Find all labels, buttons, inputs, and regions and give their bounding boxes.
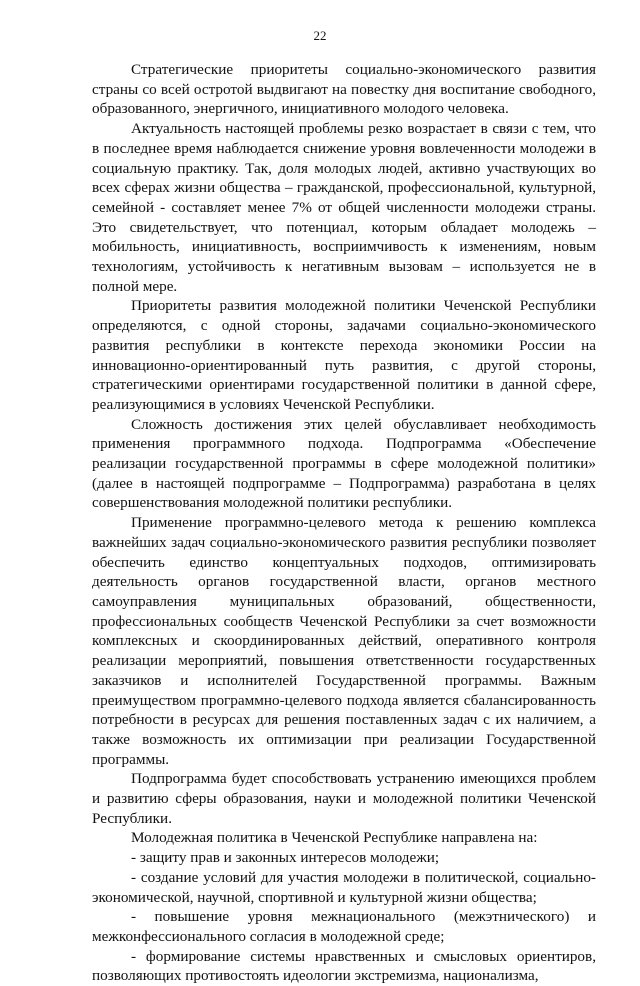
- page-number: 22: [313, 28, 327, 43]
- paragraph-program-target-method: Применение программно-целевого метода к решению комплекса важнейших задач социально-экономического развития республики позволяет обеспечить единство концептуальных подходов, оптимизировать деятельность органов государственной власти, органов местного самоуправления муниципальных образований, общественности, профессиональных сообществ Чеченской Республики за счет возможности комплексных и скоординированных действий, оперативного контроля реализации мероприятий, повышения ответственности государственных заказчиков и исполнителей Государственной программы. Важным преимуществом программно-целевого подхода является сбалансированность потребности в ресурсах для решения поставленных задач с их наличием, а также возможность их оптимизации при реализации Государственной программы.: [92, 514, 596, 768]
- paragraph-program-approach: Сложность достижения этих целей обуславливает необходимость применения программного подхода. Подпрограмма «Обеспечение реализации государственной программы в сфере молодежной политики» (далее в настоящей подпрограмме – Подпрограмма) разработана в целях совершенствования молодежной политики республики.: [92, 415, 596, 512]
- list-item-interethnic-harmony: - повышение уровня межнационального (межэтнического) и межконфессионального согласия в молодежной среде;: [92, 908, 596, 945]
- body-text: [92, 60, 596, 986]
- paragraph-policy-priorities: Приоритеты развития молодежной политики Чеченской Республики определяются, с одной стороны, задачами социально-экономического развития республики в контексте перехода экономики России на инновационно-ориентированный путь развития, с другой стороны, стратегическими ориентирами государственной политики в данной сфере, реализующимися в условиях Чеченской Республики.: [92, 297, 596, 413]
- paragraph-strategic-priorities: Стратегические приоритеты социально-экономического развития страны со всей остротой выдвигают на повестку дня воспитание свободного, образованного, энергичного, инициативного молодого человека.: [92, 61, 596, 118]
- list-item-moral-values: - формирование системы нравственных и смысловых ориентиров, позволяющих противостоять идеологии экстремизма, национализма,: [92, 947, 596, 985]
- list-item-rights-protection: - защиту прав и законных интересов молодежи;: [131, 849, 440, 867]
- paragraph-problem-relevance: Актуальность настоящей проблемы резко возрастает в связи с тем, что в последнее время наблюдается снижение уровня вовлеченности молодежи в социальную практику. Так, доля молодых людей, активно участвующих во всех сферах жизни общества – гражданской, профессиональной, культурной, семейной - составляет менее 7% от общей численности молодежи страны. Это свидетельствует, что потенциал, которым обладает молодежь – мобильность, инициативность, восприимчивость к изменениям, новым технологиям, устойчивость к негативным вызовам – используется не в полной мере.: [92, 120, 596, 295]
- paragraph-policy-directions-intro: Молодежная политика в Чеченской Республике направлена на:: [131, 829, 538, 847]
- list-item-participation-conditions: - создание условий для участия молодежи в политической, социально-экономической, научной, спортивной и культурной жизни общества;: [92, 868, 596, 906]
- paragraph-subprogram-contribution: Подпрограмма будет способствовать устранению имеющихся проблем и развитию сферы образования, науки и молодежной политики Чеченской Республики.: [92, 770, 596, 827]
